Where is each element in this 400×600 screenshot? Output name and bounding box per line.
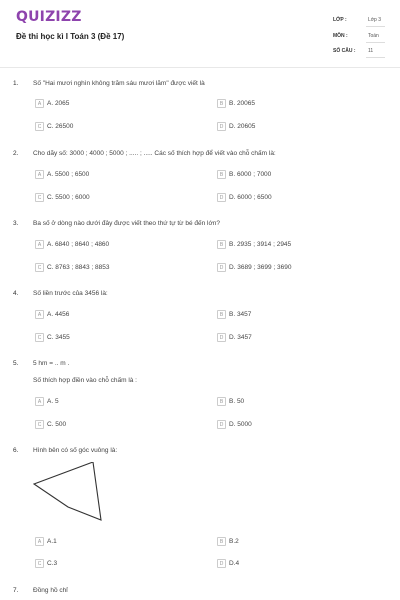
option-letter-box[interactable]: C [35,333,44,342]
meta-subject [333,28,385,43]
option-text: B. 2935 ; 3914 ; 2945 [229,241,292,248]
option-text: D. 3457 [229,334,252,341]
question-number: 2. [13,150,19,157]
option-text: C. 3455 [47,334,70,341]
question-text: Ba số ở dòng nào dưới đây được viết theo thứ tự từ bé đến lớn? [33,220,220,227]
option-text: D. 3689 ; 3699 ; 3690 [229,264,292,271]
worksheet-header [0,0,400,68]
option-letter-box[interactable]: D [217,122,226,131]
quadrilateral-shape [34,462,101,520]
option-text: B. 50 [229,398,245,405]
option-letter-box[interactable]: A [35,537,44,546]
option-letter-box[interactable]: D [217,193,226,202]
option-letter-box[interactable]: A [35,310,44,319]
option-letter-box[interactable]: A [35,240,44,249]
option-text: A. 2065 [47,100,70,107]
meta-count [333,43,385,58]
option-text: C.3 [47,560,58,567]
question-number: 4. [13,290,19,297]
meta-count-value: 11 [368,48,374,54]
question-text: 5 hm = .. m . [33,360,70,367]
option-letter-box[interactable]: B [217,240,226,249]
option-text: C. 5500 ; 6000 [47,194,90,201]
option-letter-box[interactable]: D [217,333,226,342]
question-text: Số "Hai mươi nghìn không trăm sáu mươi lăm" được viết là [33,80,205,87]
option-letter-box[interactable]: D [217,559,226,568]
meta-subject-value: Toán [368,33,379,39]
option-letter-box[interactable]: A [35,99,44,108]
question-number: 3. [13,220,19,227]
option-text: B. 3457 [229,311,252,318]
option-letter-box[interactable]: C [35,559,44,568]
option-text: D. 20605 [229,123,256,130]
meta-grade-label: LỚP : [333,17,347,23]
option-text: B. 6000 ; 7000 [229,171,272,178]
worksheet-title: Đề thi học kì I Toán 3 (Đề 17) [16,32,125,41]
option-text: A.1 [47,538,57,545]
option-text: A. 5 [47,398,59,405]
option-letter-box[interactable]: C [35,122,44,131]
option-letter-box[interactable]: B [217,397,226,406]
question-number: 6. [13,447,19,454]
question-number: 7. [13,587,19,594]
question-text: Đồng hồ chỉ [33,587,68,594]
option-letter-box[interactable]: C [35,263,44,272]
option-letter-box[interactable]: B [217,170,226,179]
option-text: B.2 [229,538,239,545]
quizizz-logo: QUIZIZZ [16,9,82,25]
option-text: C. 8763 ; 8843 ; 8853 [47,264,110,271]
option-letter-box[interactable]: A [35,397,44,406]
option-letter-box[interactable]: D [217,263,226,272]
meta-grade-value: Lớp 3 [368,17,382,23]
meta-count-label: SỐ CÂU : [333,48,356,54]
meta-count-underline [366,57,385,58]
meta-grade [333,12,385,27]
option-text: D. 5000 [229,421,252,428]
option-letter-box[interactable]: B [217,310,226,319]
option-text: A. 6840 ; 8640 ; 4860 [47,241,110,248]
option-text: C. 500 [47,421,67,428]
question-subtext: Số thích hợp điền vào chỗ chấm là : [33,377,137,384]
question-number: 1. [13,80,19,87]
option-letter-box[interactable]: C [35,420,44,429]
option-letter-box[interactable]: B [217,537,226,546]
option-letter-box[interactable]: D [217,420,226,429]
option-letter-box[interactable]: B [217,99,226,108]
question-number: 5. [13,360,19,367]
option-text: D. 6000 ; 6500 [229,194,272,201]
option-text: A. 5500 ; 6500 [47,171,90,178]
option-text: B. 20065 [229,100,256,107]
option-letter-box[interactable]: C [35,193,44,202]
question-text: Số liền trước của 3456 là: [33,290,108,297]
option-text: D.4 [229,560,240,567]
option-letter-box[interactable]: A [35,170,44,179]
option-text: C. 26500 [47,123,74,130]
option-text: A. 4456 [47,311,70,318]
question-text: Cho dãy số: 3000 ; 4000 ; 5000 ; ..... ; ..... Các số thích hợp để viết vào chỗ chấm là: [33,150,276,157]
meta-grade-underline [366,26,385,27]
quadrilateral-figure [33,462,108,524]
meta-subject-label: MÔN : [333,33,348,39]
question-text: Hình bên có số góc vuông là: [33,447,118,454]
